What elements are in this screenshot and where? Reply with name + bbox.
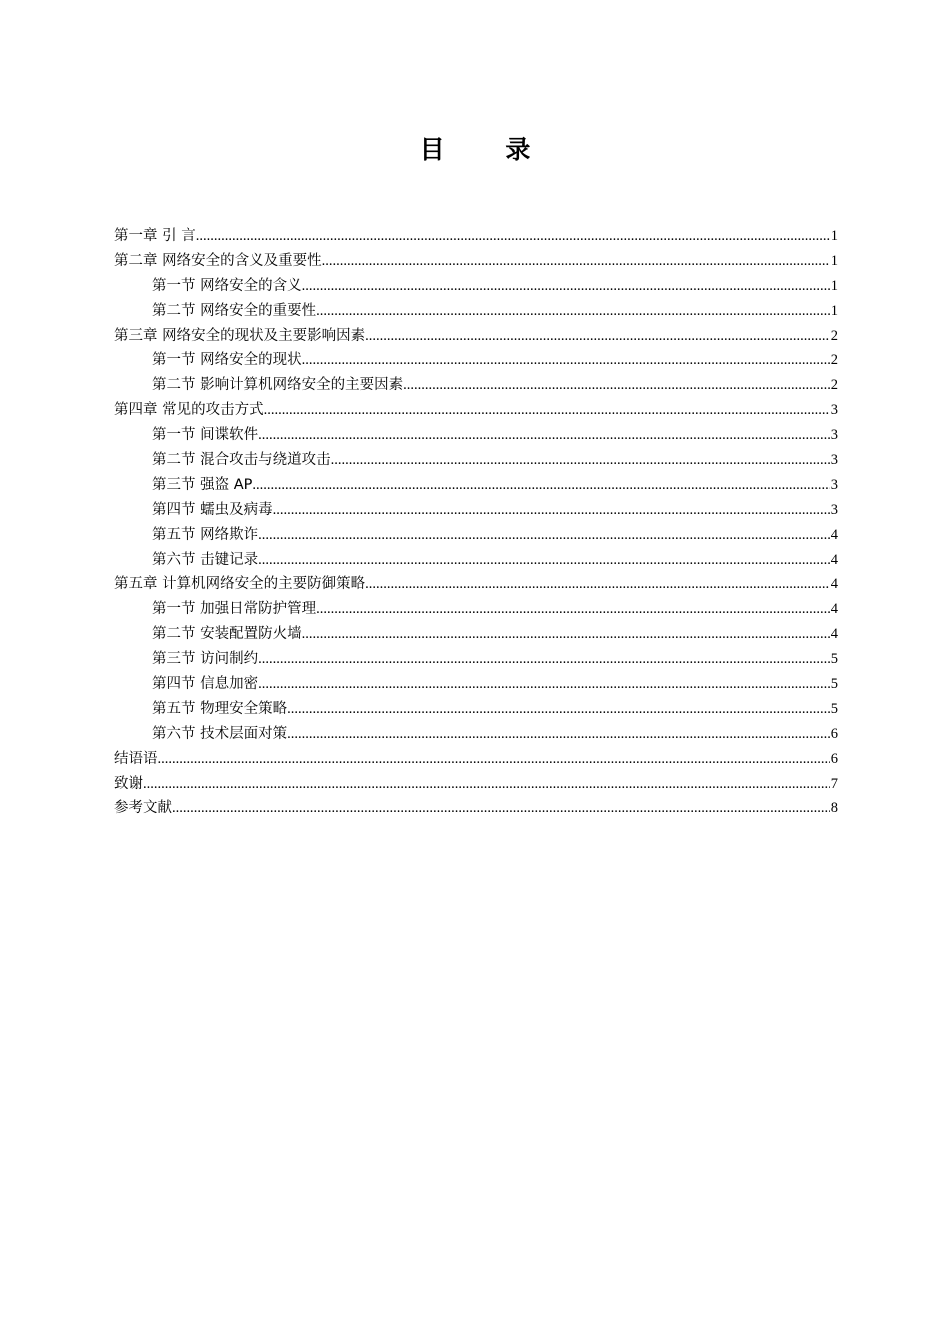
- toc-page-number: 4: [830, 601, 838, 618]
- toc-entry[interactable]: [114, 523, 838, 548]
- toc-dot-leader: [158, 751, 830, 768]
- toc-dot-leader: [273, 502, 830, 519]
- toc-entry[interactable]: [114, 796, 838, 821]
- toc-entry-title: 致谢: [114, 775, 143, 792]
- toc-entry-title: 第五节 网络欺诈: [152, 526, 259, 543]
- toc-entry-title: 第一节 间谍软件: [152, 427, 259, 444]
- toc-page-number: 5: [830, 651, 838, 668]
- toc-dot-leader: [252, 477, 829, 494]
- toc-entry-title: 第五节 物理安全策略: [152, 700, 288, 717]
- toc-entry[interactable]: [114, 697, 838, 722]
- toc-dot-leader: [258, 552, 830, 569]
- toc-page-number: 4: [830, 626, 838, 643]
- toc-title: 目 录: [419, 135, 557, 164]
- toc-entry-title: 第六节 技术层面对策: [152, 725, 288, 742]
- toc-entry-title: 第二节 安装配置防火墙: [152, 626, 302, 643]
- toc-entry[interactable]: [114, 473, 838, 498]
- toc-page-number: 5: [830, 676, 838, 693]
- toc-dot-leader: [264, 402, 830, 419]
- toc-dot-leader: [196, 228, 830, 245]
- toc-entry[interactable]: [114, 722, 838, 747]
- toc-page-number: 3: [830, 452, 838, 469]
- toc-entry[interactable]: [114, 672, 838, 697]
- toc-page-number: 6: [830, 725, 838, 742]
- toc-page-number: 3: [830, 402, 838, 419]
- toc-entry[interactable]: [114, 324, 838, 349]
- toc-page-number: 4: [830, 576, 838, 593]
- toc-entry[interactable]: [114, 348, 838, 373]
- toc-entry-title: 第一章 引 言: [114, 228, 196, 244]
- toc-entry-title: 结语语: [114, 750, 158, 767]
- toc-page-number: 4: [830, 551, 838, 568]
- toc-page-number: 5: [830, 700, 838, 717]
- toc-dot-leader: [258, 651, 830, 668]
- toc-entry-title: 第一节 加强日常防护管理: [152, 601, 317, 618]
- toc-entry[interactable]: [114, 299, 838, 324]
- toc-dot-leader: [302, 278, 830, 295]
- toc-dot-leader: [302, 352, 830, 369]
- toc-entry[interactable]: [114, 274, 838, 299]
- toc-list: [114, 224, 838, 821]
- toc-entry[interactable]: [114, 772, 838, 797]
- toc-dot-leader: [316, 601, 830, 618]
- toc-entry-title: 第三章 网络安全的现状及主要影响因素: [114, 327, 366, 344]
- toc-dot-leader: [365, 576, 830, 593]
- toc-dot-leader: [316, 303, 830, 320]
- toc-dot-leader: [258, 676, 830, 693]
- toc-page-number: 1: [830, 228, 838, 244]
- toc-page-number: 2: [830, 377, 838, 394]
- toc-dot-leader: [258, 427, 830, 444]
- toc-entry[interactable]: [114, 572, 838, 597]
- toc-entry-title: 参考文献: [114, 800, 172, 817]
- toc-entry-title: 第一节 网络安全的现状: [152, 352, 302, 369]
- toc-entry-title: 第三节 强盗 AP: [152, 476, 253, 493]
- toc-entry-title: 第二节 网络安全的重要性: [152, 302, 317, 319]
- toc-dot-leader: [331, 452, 830, 469]
- toc-page-number: 1: [830, 277, 838, 294]
- toc-entry[interactable]: [114, 448, 838, 473]
- toc-dot-leader: [287, 726, 830, 743]
- toc-entry-title: 第四节 信息加密: [152, 676, 259, 693]
- toc-page-number: 3: [830, 427, 838, 444]
- toc-entry[interactable]: [114, 548, 838, 573]
- toc-entry[interactable]: [114, 423, 838, 448]
- toc-entry[interactable]: [114, 498, 838, 523]
- toc-dot-leader: [287, 701, 830, 718]
- toc-entry[interactable]: [114, 597, 838, 622]
- toc-entry[interactable]: [114, 249, 838, 274]
- toc-entry[interactable]: [114, 647, 838, 672]
- toc-page-number: 1: [830, 252, 838, 269]
- toc-entry[interactable]: [114, 373, 838, 398]
- toc-entry-title: 第三节 访问制约: [152, 651, 259, 668]
- toc-page-number: 3: [830, 501, 838, 518]
- toc-dot-leader: [302, 626, 830, 643]
- toc-entry-title: 第二节 混合攻击与绕道攻击: [152, 452, 331, 469]
- toc-entry[interactable]: [114, 224, 838, 249]
- toc-dot-leader: [172, 800, 830, 817]
- toc-page-number: 2: [830, 352, 838, 369]
- toc-dot-leader: [403, 377, 830, 394]
- toc-page-number: 8: [830, 800, 838, 817]
- toc-page-number: 7: [830, 775, 838, 792]
- toc-entry-title: 第六节 击键记录: [152, 551, 259, 568]
- toc-page-number: 1: [830, 302, 838, 319]
- toc-dot-leader: [143, 776, 830, 793]
- toc-entry-title: 第二章 网络安全的含义及重要性: [114, 252, 322, 269]
- toc-entry-title: 第二节 影响计算机网络安全的主要因素: [152, 377, 404, 394]
- toc-entry[interactable]: [114, 398, 838, 423]
- toc-dot-leader: [322, 253, 830, 270]
- toc-entry-title: 第五章 计算机网络安全的主要防御策略: [114, 576, 366, 593]
- toc-page-number: 3: [830, 476, 838, 493]
- toc-entry[interactable]: [114, 622, 838, 647]
- toc-entry[interactable]: [114, 747, 838, 772]
- toc-dot-leader: [258, 527, 830, 544]
- toc-page-number: 6: [830, 750, 838, 767]
- toc-page-number: 4: [830, 526, 838, 543]
- toc-page-number: 2: [830, 327, 838, 344]
- toc-dot-leader: [365, 328, 830, 345]
- toc-entry-title: 第四节 蠕虫及病毒: [152, 501, 273, 518]
- toc-entry-title: 第四章 常见的攻击方式: [114, 402, 264, 419]
- toc-entry-title: 第一节 网络安全的含义: [152, 277, 302, 294]
